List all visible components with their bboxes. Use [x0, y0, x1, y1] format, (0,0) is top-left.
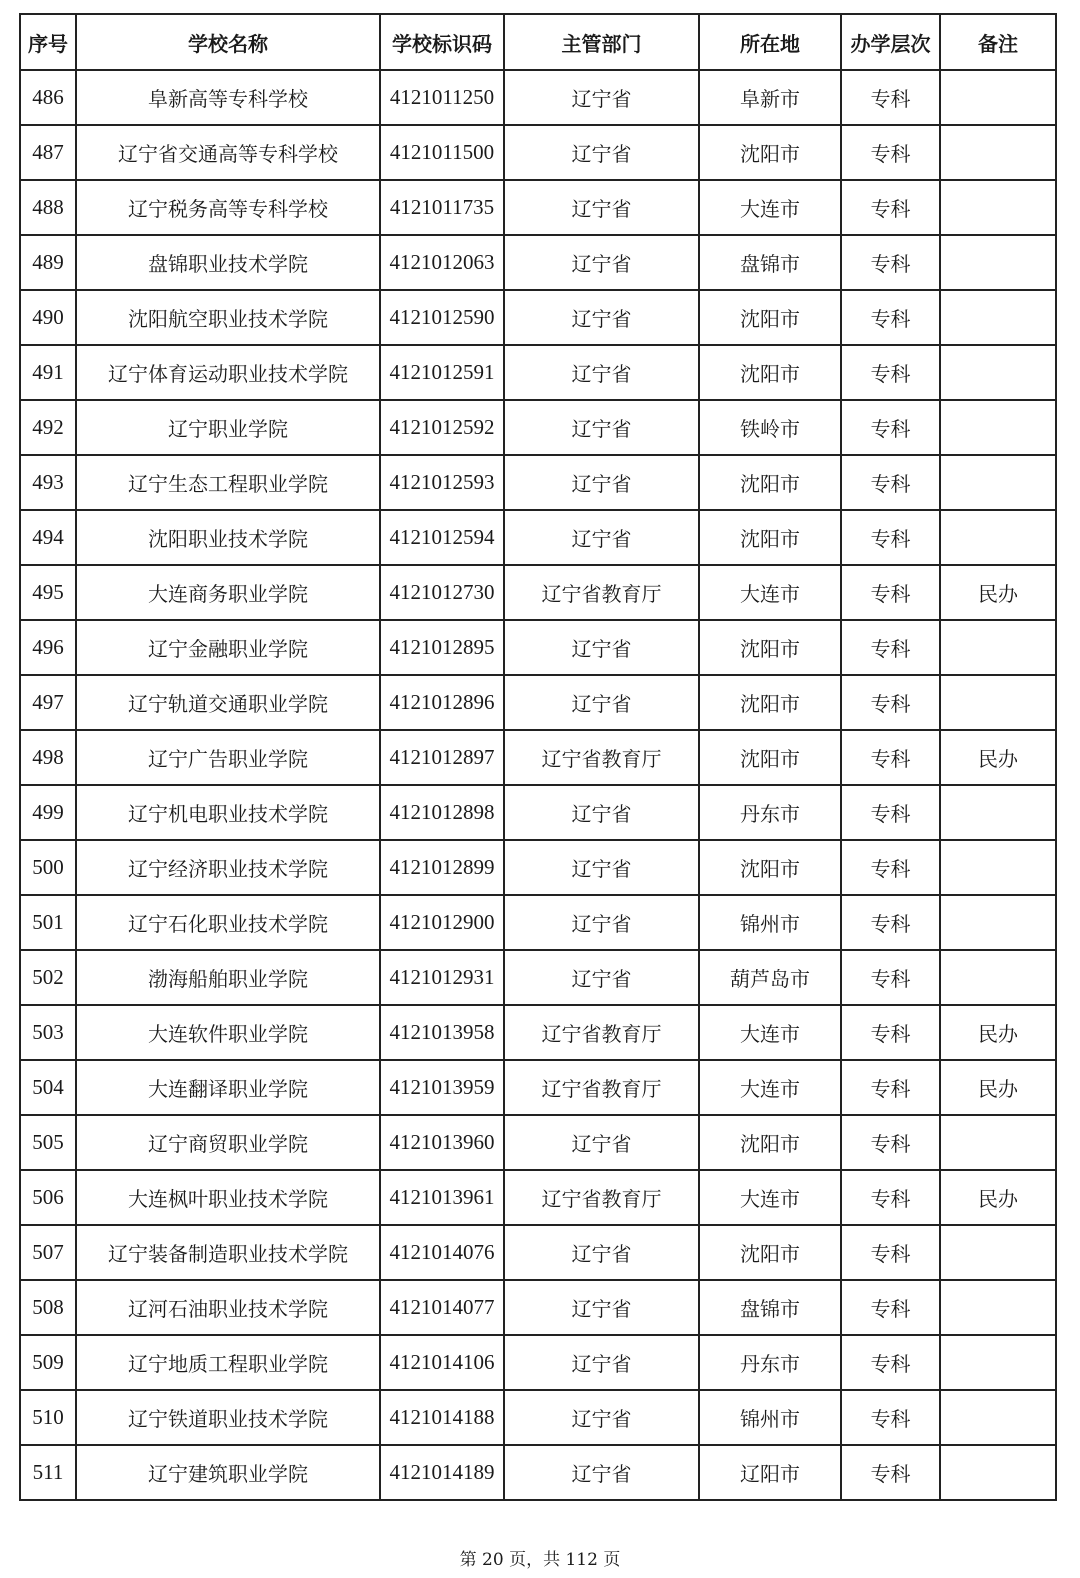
cell-school-code: 4121012899 — [380, 840, 504, 895]
cell-remark — [940, 950, 1056, 1005]
cell-level: 专科 — [841, 1280, 940, 1335]
cell-level: 专科 — [841, 1005, 940, 1060]
table-row — [20, 730, 1056, 785]
cell-authority: 辽宁省 — [504, 400, 699, 455]
cell-authority: 辽宁省 — [504, 1280, 699, 1335]
cell-school-name: 辽宁石化职业技术学院 — [76, 895, 380, 950]
cell-level: 专科 — [841, 455, 940, 510]
cell-authority: 辽宁省 — [504, 840, 699, 895]
cell-level: 专科 — [841, 510, 940, 565]
cell-authority: 辽宁省 — [504, 180, 699, 235]
table-row — [20, 290, 1056, 345]
cell-remark — [940, 400, 1056, 455]
header-row — [20, 14, 1056, 70]
cell-school-code: 4121014076 — [380, 1225, 504, 1280]
header-col-school-code: 学校标识码 — [380, 14, 504, 70]
cell-school-code: 4121011250 — [380, 70, 504, 125]
table-row — [20, 1280, 1056, 1335]
cell-school-name: 辽宁广告职业学院 — [76, 730, 380, 785]
cell-authority: 辽宁省 — [504, 1335, 699, 1390]
table-row — [20, 235, 1056, 290]
cell-level: 专科 — [841, 290, 940, 345]
cell-remark — [940, 1335, 1056, 1390]
cell-authority: 辽宁省教育厅 — [504, 565, 699, 620]
cell-level: 专科 — [841, 1335, 940, 1390]
cell-authority: 辽宁省 — [504, 1445, 699, 1500]
cell-authority: 辽宁省教育厅 — [504, 730, 699, 785]
cell-level: 专科 — [841, 70, 940, 125]
cell-school-code: 4121014106 — [380, 1335, 504, 1390]
cell-level: 专科 — [841, 1445, 940, 1500]
cell-remark — [940, 510, 1056, 565]
cell-location: 丹东市 — [699, 1335, 841, 1390]
cell-authority: 辽宁省 — [504, 1225, 699, 1280]
cell-school-code: 4121012594 — [380, 510, 504, 565]
cell-location: 大连市 — [699, 1170, 841, 1225]
cell-index: 500 — [20, 840, 76, 895]
cell-location: 阜新市 — [699, 70, 841, 125]
cell-index: 487 — [20, 125, 76, 180]
cell-index: 507 — [20, 1225, 76, 1280]
header-col-remark: 备注 — [940, 14, 1056, 70]
cell-school-name: 辽宁地质工程职业学院 — [76, 1335, 380, 1390]
cell-authority: 辽宁省教育厅 — [504, 1060, 699, 1115]
cell-school-name: 沈阳职业技术学院 — [76, 510, 380, 565]
cell-school-name: 沈阳航空职业技术学院 — [76, 290, 380, 345]
cell-school-code: 4121013958 — [380, 1005, 504, 1060]
cell-authority: 辽宁省 — [504, 125, 699, 180]
cell-index: 503 — [20, 1005, 76, 1060]
cell-remark: 民办 — [940, 565, 1056, 620]
cell-index: 508 — [20, 1280, 76, 1335]
cell-school-name: 辽宁装备制造职业技术学院 — [76, 1225, 380, 1280]
cell-level: 专科 — [841, 400, 940, 455]
cell-index: 495 — [20, 565, 76, 620]
cell-index: 510 — [20, 1390, 76, 1445]
cell-school-name: 大连商务职业学院 — [76, 565, 380, 620]
cell-school-code: 4121012898 — [380, 785, 504, 840]
cell-location: 沈阳市 — [699, 345, 841, 400]
cell-level: 专科 — [841, 1225, 940, 1280]
cell-remark — [940, 1225, 1056, 1280]
cell-school-name: 辽宁经济职业技术学院 — [76, 840, 380, 895]
cell-index: 511 — [20, 1445, 76, 1500]
cell-authority: 辽宁省 — [504, 1115, 699, 1170]
cell-remark: 民办 — [940, 730, 1056, 785]
cell-level: 专科 — [841, 1390, 940, 1445]
cell-level: 专科 — [841, 895, 940, 950]
cell-remark — [940, 235, 1056, 290]
cell-index: 505 — [20, 1115, 76, 1170]
cell-school-name: 辽宁职业学院 — [76, 400, 380, 455]
cell-level: 专科 — [841, 1170, 940, 1225]
cell-authority: 辽宁省 — [504, 1390, 699, 1445]
cell-remark — [940, 70, 1056, 125]
table-row — [20, 950, 1056, 1005]
header-col-authority: 主管部门 — [504, 14, 699, 70]
cell-remark — [940, 1115, 1056, 1170]
cell-index: 492 — [20, 400, 76, 455]
cell-location: 沈阳市 — [699, 840, 841, 895]
cell-school-name: 辽宁铁道职业技术学院 — [76, 1390, 380, 1445]
cell-index: 486 — [20, 70, 76, 125]
cell-school-code: 4121012730 — [380, 565, 504, 620]
cell-location: 大连市 — [699, 565, 841, 620]
table-row — [20, 510, 1056, 565]
cell-level: 专科 — [841, 730, 940, 785]
cell-authority: 辽宁省 — [504, 70, 699, 125]
cell-school-name: 大连枫叶职业技术学院 — [76, 1170, 380, 1225]
cell-authority: 辽宁省 — [504, 785, 699, 840]
table-row — [20, 565, 1056, 620]
cell-index: 491 — [20, 345, 76, 400]
table-row — [20, 785, 1056, 840]
cell-location: 锦州市 — [699, 1390, 841, 1445]
cell-authority: 辽宁省 — [504, 510, 699, 565]
cell-school-code: 4121012593 — [380, 455, 504, 510]
cell-level: 专科 — [841, 675, 940, 730]
cell-level: 专科 — [841, 620, 940, 675]
cell-school-code: 4121012590 — [380, 290, 504, 345]
table-row — [20, 180, 1056, 235]
cell-location: 沈阳市 — [699, 125, 841, 180]
table-row — [20, 1170, 1056, 1225]
cell-school-code: 4121011735 — [380, 180, 504, 235]
table-body — [20, 70, 1056, 1500]
cell-location: 沈阳市 — [699, 730, 841, 785]
cell-location: 大连市 — [699, 180, 841, 235]
cell-index: 502 — [20, 950, 76, 1005]
cell-location: 锦州市 — [699, 895, 841, 950]
cell-location: 大连市 — [699, 1005, 841, 1060]
cell-school-name: 辽宁生态工程职业学院 — [76, 455, 380, 510]
cell-remark — [940, 840, 1056, 895]
cell-index: 489 — [20, 235, 76, 290]
cell-authority: 辽宁省 — [504, 290, 699, 345]
table-row — [20, 1225, 1056, 1280]
table-header — [20, 14, 1056, 70]
table-row — [20, 1005, 1056, 1060]
cell-location: 沈阳市 — [699, 1115, 841, 1170]
cell-authority: 辽宁省 — [504, 235, 699, 290]
table-row — [20, 1335, 1056, 1390]
table-row — [20, 1060, 1056, 1115]
cell-remark — [940, 125, 1056, 180]
cell-school-name: 辽宁体育运动职业技术学院 — [76, 345, 380, 400]
cell-school-name: 辽宁税务高等专科学校 — [76, 180, 380, 235]
cell-location: 沈阳市 — [699, 675, 841, 730]
cell-school-code: 4121012592 — [380, 400, 504, 455]
cell-index: 494 — [20, 510, 76, 565]
cell-location: 盘锦市 — [699, 235, 841, 290]
cell-school-name: 盘锦职业技术学院 — [76, 235, 380, 290]
cell-index: 504 — [20, 1060, 76, 1115]
cell-remark — [940, 895, 1056, 950]
cell-school-code: 4121014077 — [380, 1280, 504, 1335]
cell-level: 专科 — [841, 1115, 940, 1170]
cell-authority: 辽宁省教育厅 — [504, 1170, 699, 1225]
school-table — [19, 13, 1057, 1501]
cell-index: 493 — [20, 455, 76, 510]
cell-index: 490 — [20, 290, 76, 345]
page-number-footer: 第 20 页，共 112 页 — [459, 1550, 621, 1570]
cell-school-name: 辽宁建筑职业学院 — [76, 1445, 380, 1500]
cell-location: 葫芦岛市 — [699, 950, 841, 1005]
cell-school-name: 渤海船舶职业学院 — [76, 950, 380, 1005]
cell-school-name: 大连翻译职业学院 — [76, 1060, 380, 1115]
cell-level: 专科 — [841, 345, 940, 400]
cell-remark: 民办 — [940, 1005, 1056, 1060]
table-row — [20, 400, 1056, 455]
cell-school-code: 4121011500 — [380, 125, 504, 180]
cell-location: 丹东市 — [699, 785, 841, 840]
cell-location: 沈阳市 — [699, 620, 841, 675]
cell-location: 沈阳市 — [699, 510, 841, 565]
cell-index: 498 — [20, 730, 76, 785]
cell-school-code: 4121013961 — [380, 1170, 504, 1225]
cell-school-name: 大连软件职业学院 — [76, 1005, 380, 1060]
table-row — [20, 1445, 1056, 1500]
cell-remark — [940, 675, 1056, 730]
cell-level: 专科 — [841, 125, 940, 180]
cell-school-code: 4121013959 — [380, 1060, 504, 1115]
header-col-school-name: 学校名称 — [76, 14, 380, 70]
table-row — [20, 620, 1056, 675]
cell-level: 专科 — [841, 1060, 940, 1115]
header-col-location: 所在地 — [699, 14, 841, 70]
cell-school-code: 4121012896 — [380, 675, 504, 730]
cell-level: 专科 — [841, 235, 940, 290]
header-col-index: 序号 — [20, 14, 76, 70]
cell-authority: 辽宁省 — [504, 345, 699, 400]
cell-school-name: 辽宁省交通高等专科学校 — [76, 125, 380, 180]
cell-authority: 辽宁省 — [504, 620, 699, 675]
cell-remark — [940, 290, 1056, 345]
cell-location: 辽阳市 — [699, 1445, 841, 1500]
cell-school-name: 辽宁轨道交通职业学院 — [76, 675, 380, 730]
cell-school-code: 4121013960 — [380, 1115, 504, 1170]
cell-authority: 辽宁省 — [504, 950, 699, 1005]
cell-remark — [940, 1280, 1056, 1335]
table-row — [20, 455, 1056, 510]
cell-remark — [940, 345, 1056, 400]
cell-remark — [940, 180, 1056, 235]
table-row — [20, 895, 1056, 950]
cell-index: 488 — [20, 180, 76, 235]
cell-school-name: 辽宁商贸职业学院 — [76, 1115, 380, 1170]
cell-school-code: 4121012900 — [380, 895, 504, 950]
cell-location: 沈阳市 — [699, 1225, 841, 1280]
cell-index: 496 — [20, 620, 76, 675]
cell-index: 497 — [20, 675, 76, 730]
table-row — [20, 1115, 1056, 1170]
table-row — [20, 675, 1056, 730]
cell-remark — [940, 455, 1056, 510]
table-row — [20, 1390, 1056, 1445]
cell-authority: 辽宁省 — [504, 895, 699, 950]
table-row — [20, 125, 1056, 180]
cell-authority: 辽宁省 — [504, 455, 699, 510]
table-row — [20, 840, 1056, 895]
cell-level: 专科 — [841, 950, 940, 1005]
cell-authority: 辽宁省教育厅 — [504, 1005, 699, 1060]
cell-location: 沈阳市 — [699, 455, 841, 510]
cell-school-name: 辽河石油职业技术学院 — [76, 1280, 380, 1335]
cell-index: 509 — [20, 1335, 76, 1390]
cell-school-code: 4121012063 — [380, 235, 504, 290]
cell-school-code: 4121012931 — [380, 950, 504, 1005]
cell-school-name: 辽宁机电职业技术学院 — [76, 785, 380, 840]
cell-index: 506 — [20, 1170, 76, 1225]
cell-school-code: 4121012591 — [380, 345, 504, 400]
table-row — [20, 70, 1056, 125]
cell-remark: 民办 — [940, 1060, 1056, 1115]
table-row — [20, 345, 1056, 400]
cell-school-code: 4121012895 — [380, 620, 504, 675]
cell-location: 盘锦市 — [699, 1280, 841, 1335]
cell-school-code: 4121014189 — [380, 1445, 504, 1500]
cell-remark — [940, 1445, 1056, 1500]
cell-remark: 民办 — [940, 1170, 1056, 1225]
cell-level: 专科 — [841, 565, 940, 620]
cell-level: 专科 — [841, 785, 940, 840]
cell-authority: 辽宁省 — [504, 675, 699, 730]
cell-school-name: 辽宁金融职业学院 — [76, 620, 380, 675]
cell-school-name: 阜新高等专科学校 — [76, 70, 380, 125]
cell-index: 499 — [20, 785, 76, 840]
cell-location: 沈阳市 — [699, 290, 841, 345]
school-list-sheet — [19, 13, 1055, 1501]
cell-remark — [940, 1390, 1056, 1445]
cell-level: 专科 — [841, 180, 940, 235]
cell-remark — [940, 785, 1056, 840]
header-col-level: 办学层次 — [841, 14, 940, 70]
cell-level: 专科 — [841, 840, 940, 895]
cell-location: 铁岭市 — [699, 400, 841, 455]
cell-remark — [940, 620, 1056, 675]
cell-location: 大连市 — [699, 1060, 841, 1115]
cell-index: 501 — [20, 895, 76, 950]
cell-school-code: 4121014188 — [380, 1390, 504, 1445]
cell-school-code: 4121012897 — [380, 730, 504, 785]
